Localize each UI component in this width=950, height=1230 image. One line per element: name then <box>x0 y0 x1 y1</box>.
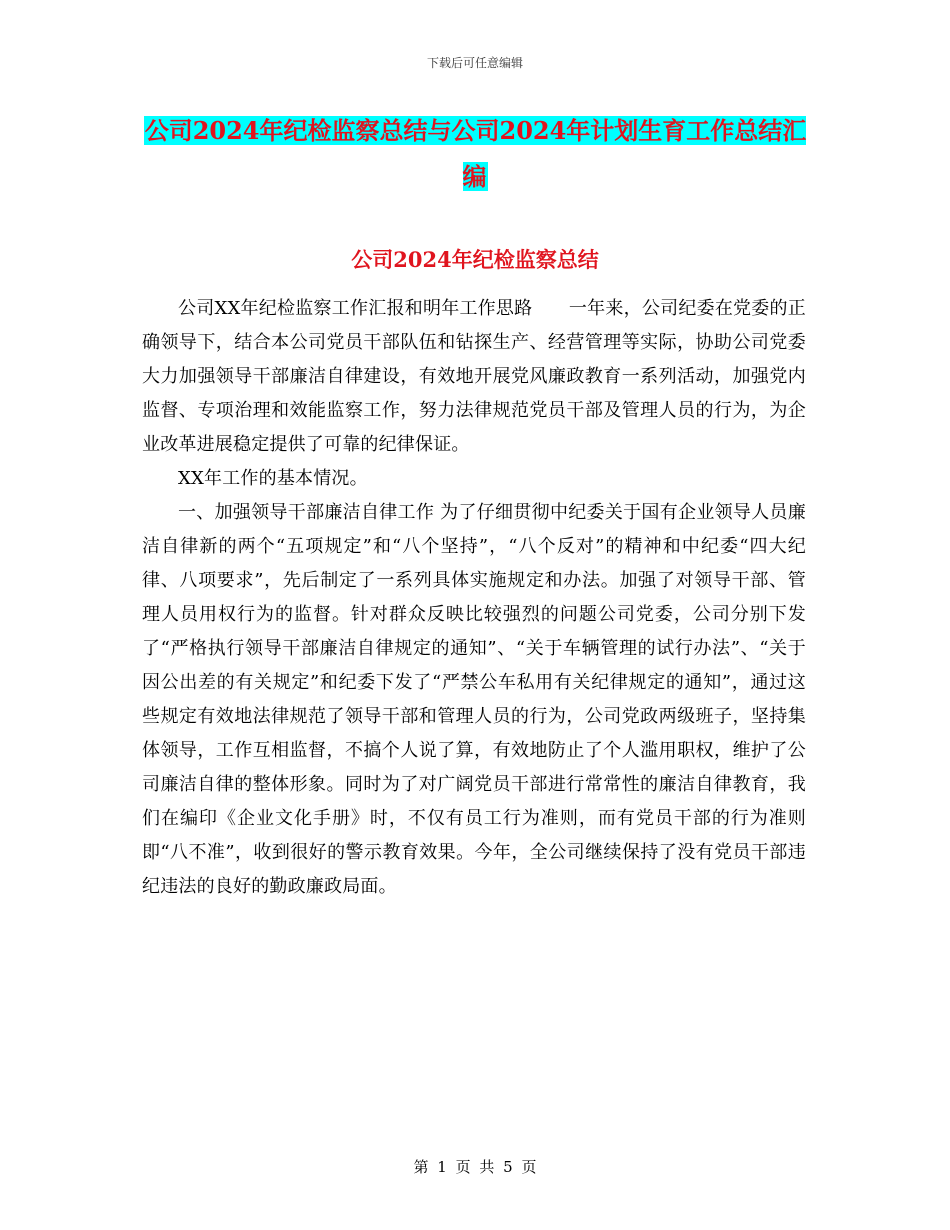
paragraph: XX年工作的基本情况。 <box>178 468 368 489</box>
document-body <box>142 292 806 904</box>
header-note: 下载后可任意编辑 <box>426 56 523 70</box>
section-title: 公司2024年纪检监察总结 <box>351 247 599 272</box>
paragraph: 公司XX年纪检监察工作汇报和明年工作思路 一年来，公司纪委在党委的正确领导下，结合本公司党员干部队伍和钻探生产、经营管理等实际，协助公司党委大力加强领导干部廉洁自律建设，有效地开展党风廉政教育一系列活动，加强党内监督、专项治理和效能监察工作，努力法律规范党员干部及管理人员的行为，为企业改革进展稳定提供了可靠的纪律保证。 <box>142 298 806 455</box>
paragraph: 一、加强领导干部廉洁自律工作 为了仔细贯彻中纪委关于国有企业领导人员廉洁自律新的两个“五项规定”和“八个坚持”，“八个反对”的精神和中纪委“四大纪律、八项要求”，先后制定了一系列具体实施规定和办法。加强了对领导干部、管理人员用权行为的监督。针对群众反映比较强烈的问题公司党委，公司分别下发了“严格执行领导干部廉洁自律规定的通知”、“关于车辆管理的试行办法”、“关于因公出差的有关规定”和纪委下发了“严禁公车私用有关纪律规定的通知”，通过这些规定有效地法律规范了领导干部和管理人员的行为，公司党政两级班子，坚持集体领导，工作互相监督，不搞个人说了算，有效地防止了个人滥用职权，维护了公司廉洁自律的整体形象。同时为了对广阔党员干部进行常常性的廉洁自律教育，我们在编印《企业文化手册》时，不仅有员工行为准则，而有党员干部的行为准则即“八不准”，收到很好的警示教育效果。今年，全公司继续保持了没有党员干部违纪违法的良好的勤政廉政局面。 <box>142 502 806 897</box>
page-indicator: 第 1 页 共 5 页 <box>413 1158 537 1176</box>
document-title-text: 公司2024年纪检监察总结与公司2024年计划生育工作总结汇编 <box>144 116 807 191</box>
document-title <box>140 108 810 200</box>
